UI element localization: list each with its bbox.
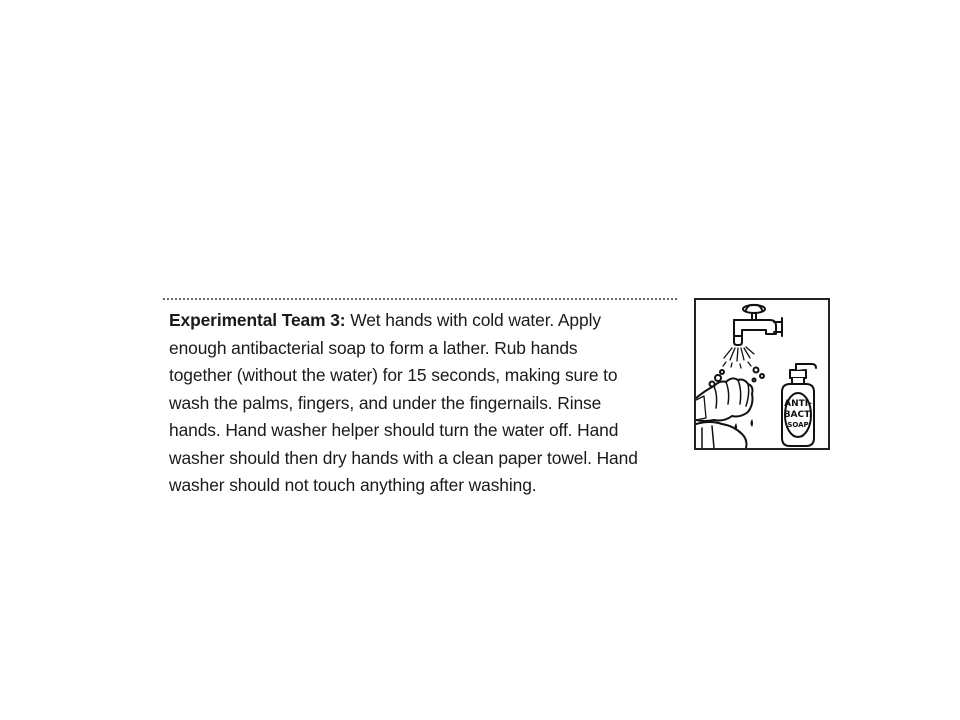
soap-label-line1: ANTI- [784,399,812,409]
soap-label-line2: BACT. [783,410,813,420]
step-instructions [169,307,639,500]
handwashing-illustration [694,298,830,450]
handwashing-icon [696,300,828,448]
instruction-body: Wet hands with cold water. Apply enough antibacterial soap to form a lather. Rub hands together (without the water) for 15 seconds, making sure to wash the palms, fingers, and under the fingernails. Rinse hands. Hand washer helper should turn the water off. Hand washer should then dry hands with a clean paper towel. Hand washer should not touch anything after washing. [169,310,638,495]
soap-label-line3: SOAP [787,421,809,429]
section-divider [163,298,677,300]
team-label: Experimental Team 3: [169,310,346,330]
